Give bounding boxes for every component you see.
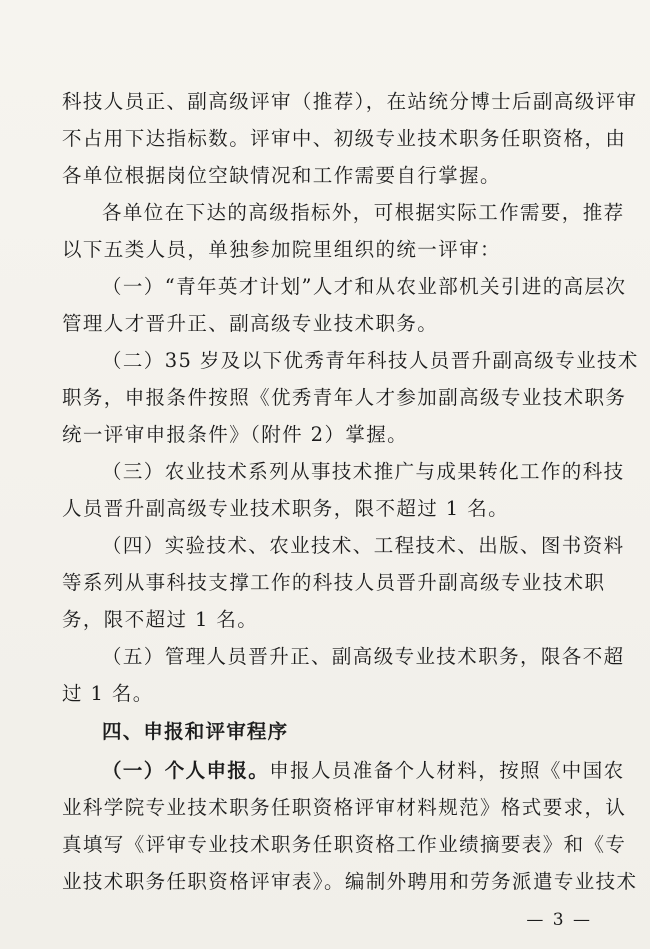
text-line: 业科学院专业技术职务任职资格评审材料规范》格式要求，认 bbox=[62, 796, 627, 819]
text-line: 各单位在下达的高级指标外，可根据实际工作需要，推荐 bbox=[102, 201, 625, 224]
text-line: 业技术职务任职资格评审表》。编制外聘用和劳务派遣专业技术 bbox=[62, 870, 638, 893]
subsection-lead: （一）个人申报。 bbox=[102, 759, 270, 782]
text-line: （五）管理人员晋升正、副高级专业技术职务，限各不超 bbox=[102, 645, 625, 668]
text-line: 真填写《评审专业技术职务任职资格工作业绩摘要表》和《专 bbox=[62, 833, 627, 856]
text-line: 人员晋升副高级专业技术职务，限不超过 1 名。 bbox=[62, 497, 510, 520]
text-line: 科技人员正、副高级评审（推荐），在站统分博士后副高级评审 bbox=[62, 90, 638, 113]
page-number: — 3 — bbox=[526, 910, 592, 930]
text-line: 过 1 名。 bbox=[62, 682, 154, 705]
text-line: （二）35 岁及以下优秀青年科技人员晋升副高级专业技术 bbox=[102, 349, 639, 372]
subsection-first-line-text: 申报人员准备个人材料，按照《中国农 bbox=[269, 759, 625, 782]
text-line: 以下五类人员，单独参加院里组织的统一评审： bbox=[62, 238, 501, 261]
document-body bbox=[62, 83, 639, 900]
section-heading: 四、申报和评审程序 bbox=[102, 720, 289, 743]
text-line: 统一评审申报条件》（附件 2）掌握。 bbox=[62, 423, 409, 446]
text-line: 职务，申报条件按照《优秀青年人才参加副高级专业技术职务 bbox=[62, 386, 627, 409]
text-line: 各单位根据岗位空缺情况和工作需要自行掌握。 bbox=[62, 164, 501, 187]
text-line: （三）农业技术系列从事技术推广与成果转化工作的科技 bbox=[102, 460, 625, 483]
text-line: 等系列从事科技支撑工作的科技人员晋升副高级专业技术职 bbox=[62, 571, 606, 594]
subsection-first-line bbox=[62, 752, 625, 789]
text-line: 务，限不超过 1 名。 bbox=[62, 608, 259, 631]
text-line: 管理人才晋升正、副高级专业技术职务。 bbox=[62, 312, 439, 335]
text-line: 不占用下达指标数。评审中、初级专业技术职务任职资格，由 bbox=[62, 127, 627, 150]
text-line: （四）实验技术、农业技术、工程技术、出版、图书资料 bbox=[102, 534, 625, 557]
text-line: （一）“青年英才计划”人才和从农业部机关引进的高层次 bbox=[102, 275, 627, 298]
